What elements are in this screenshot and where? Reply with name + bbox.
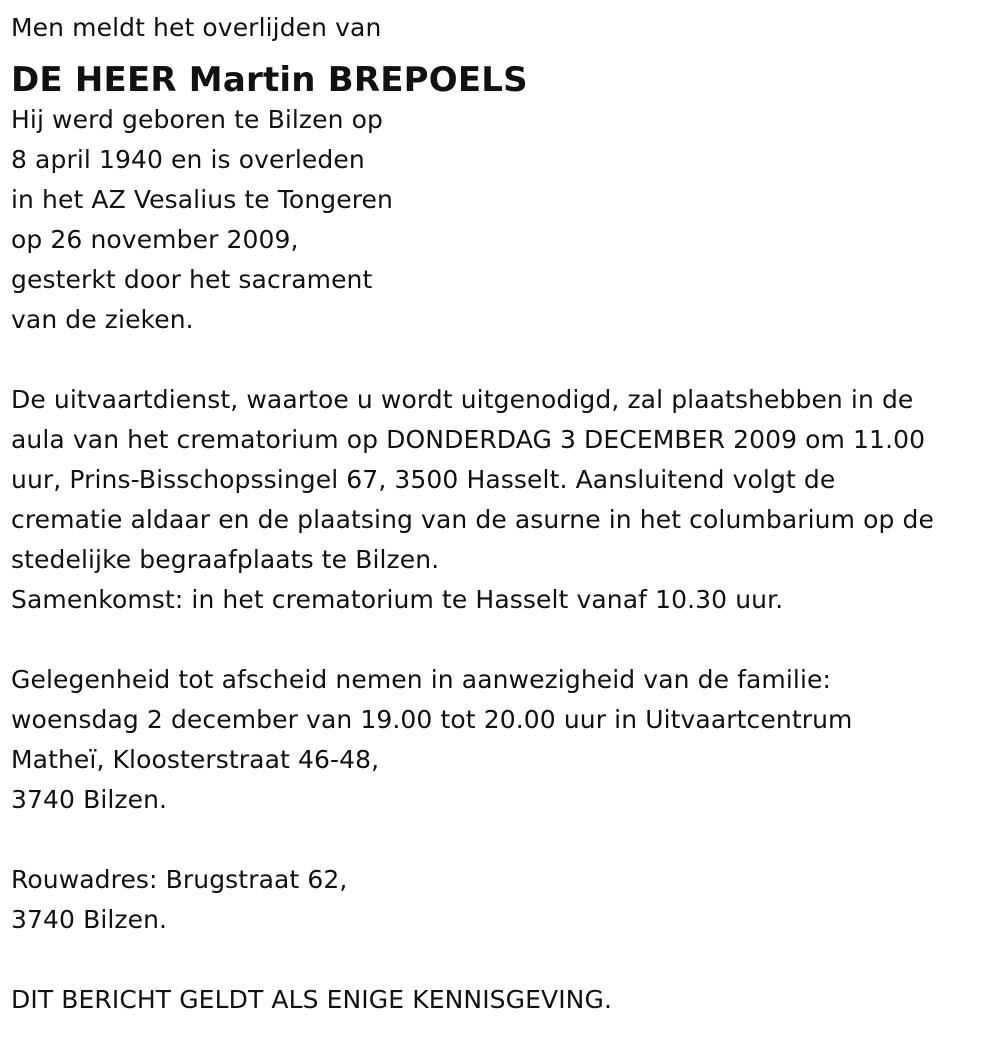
birth-death-paragraph — [11, 100, 1000, 340]
funeral-line: uur, Prins-Bisschopssingel 67, 3500 Hasselt. Aansluitend volgt de — [11, 465, 836, 494]
birth-line: op 26 november 2009, — [11, 225, 299, 254]
birth-line: Hij werd geboren te Bilzen op — [11, 105, 383, 134]
paragraph-gap — [11, 940, 1000, 980]
address-line: 3740 Bilzen. — [11, 905, 168, 934]
birth-line: gesterkt door het sacrament — [11, 265, 373, 294]
paragraph-gap — [11, 620, 1000, 660]
intro-text: Men meldt het overlijden van — [11, 13, 382, 42]
funeral-paragraph — [11, 380, 1000, 620]
address-line: Rouwadres: Brugstraat 62, — [11, 865, 348, 894]
birth-line: 8 april 1940 en is overleden — [11, 145, 365, 174]
funeral-line: crematie aldaar en de plaatsing van de asurne in het columbarium op de — [11, 505, 934, 534]
funeral-line: De uitvaartdienst, waartoe u wordt uitgenodigd, zal plaatshebben in de — [11, 385, 914, 414]
farewell-line: woensdag 2 december van 19.00 tot 20.00 uur in Uitvaartcentrum — [11, 705, 853, 734]
farewell-paragraph — [11, 660, 1000, 820]
funeral-line: aula van het crematorium op DONDERDAG 3 DECEMBER 2009 om 11.00 — [11, 425, 926, 454]
birth-line: van de zieken. — [11, 305, 194, 334]
paragraph-gap — [11, 340, 1000, 380]
farewell-line: Matheï, Kloosterstraat 46-48, — [11, 745, 380, 774]
paragraph-gap — [11, 820, 1000, 860]
deceased-name: DE HEER Martin BREPOELS — [11, 60, 528, 100]
funeral-line: stedelijke begraafplaats te Bilzen. — [11, 545, 440, 574]
gathering-line: Samenkomst: in het crematorium te Hasselt vanaf 10.30 uur. — [11, 585, 784, 614]
closing-notice: DIT BERICHT GELDT ALS ENIGE KENNISGEVING. — [11, 985, 612, 1014]
birth-line: in het AZ Vesalius te Tongeren — [11, 185, 393, 214]
farewell-line: Gelegenheid tot afscheid nemen in aanwezigheid van de familie: — [11, 665, 832, 694]
mourning-address-paragraph — [11, 860, 1000, 940]
farewell-line: 3740 Bilzen. — [11, 785, 168, 814]
